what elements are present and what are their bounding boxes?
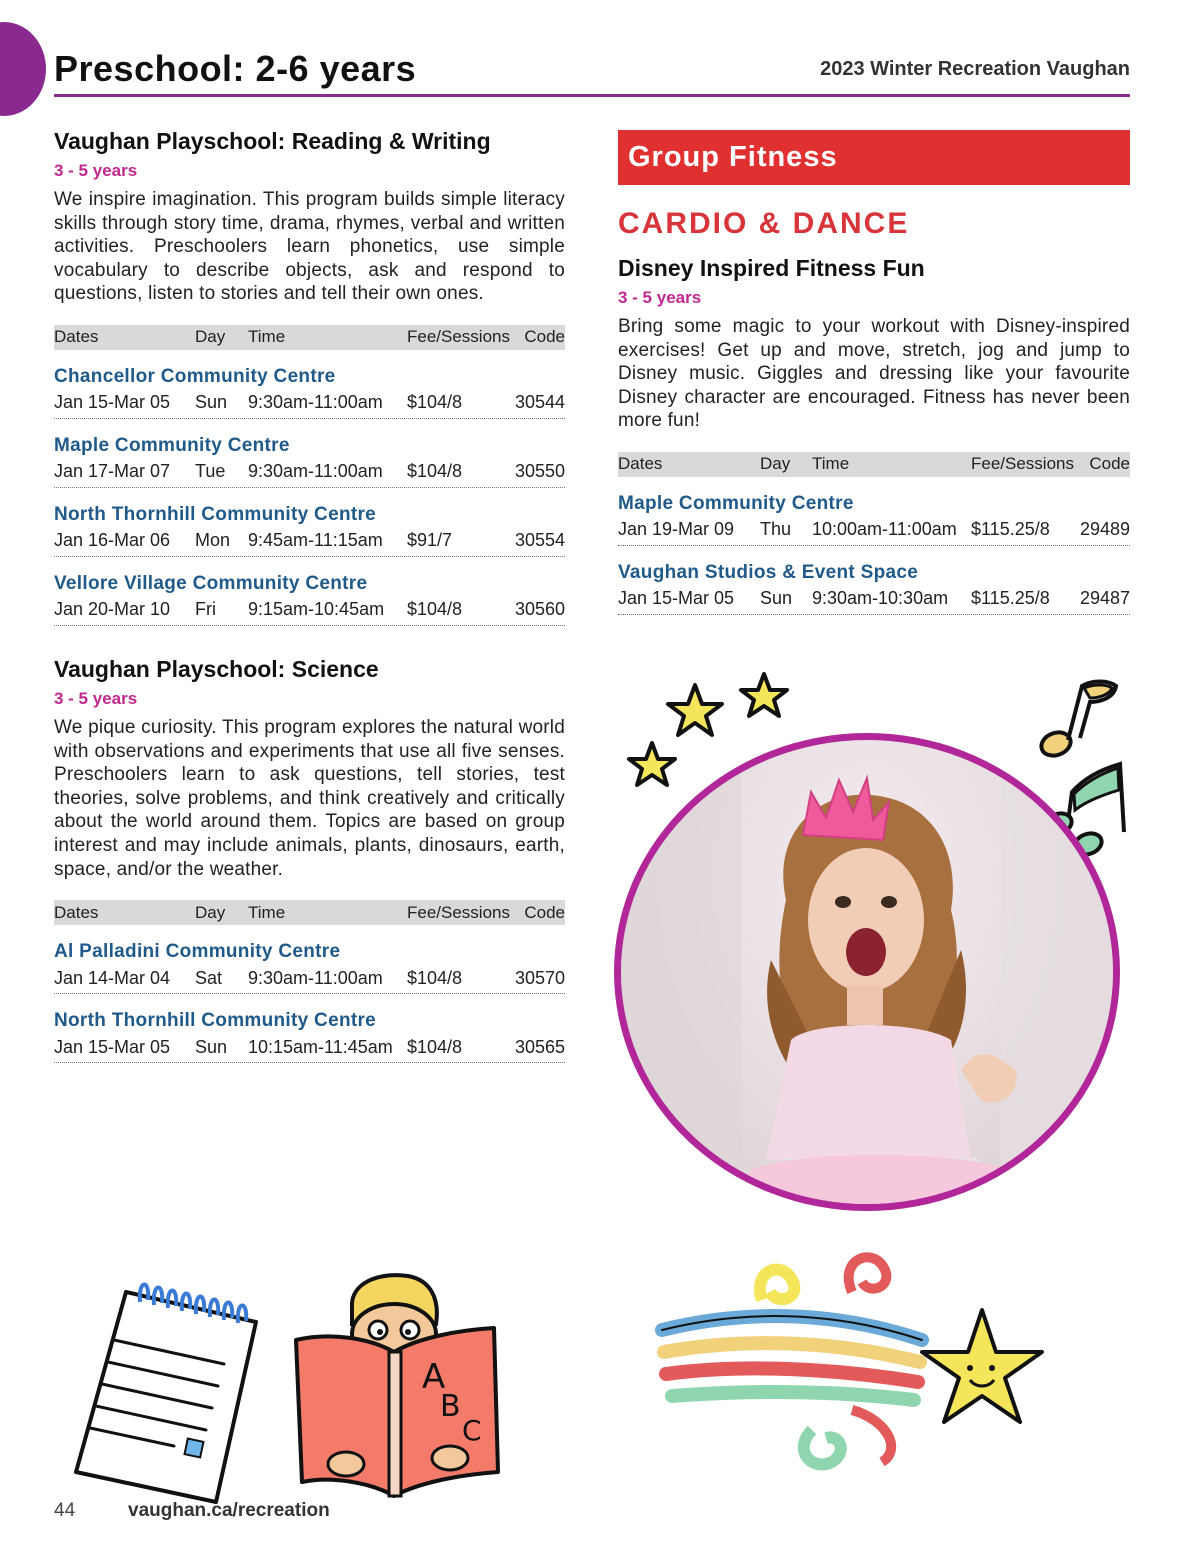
table-row	[54, 457, 565, 488]
header-dates: Dates	[618, 454, 663, 474]
session-dates: Jan 15-Mar 05	[618, 588, 735, 609]
table-row	[54, 526, 565, 557]
header-day: Day	[195, 327, 226, 347]
session-code: 29487	[1079, 588, 1130, 609]
program-description: We pique curiosity. This program explores the natural world with observations and experiments that use all five senses. Preschoolers learn to ask questions, tell stories, test theories, solve problems, and think creatively and critically about the world around them. Topics are based on group interest and may include animals, plants, dinosaurs, earth, space, and/or the weather.	[54, 716, 565, 880]
footer-url: vaughan.ca/recreation	[128, 1500, 330, 1521]
header-time: Time	[812, 454, 850, 474]
session-dates: Jan 17-Mar 07	[54, 461, 171, 482]
session-fee: $104/8	[407, 1036, 463, 1057]
notepad-illustration	[66, 1262, 266, 1512]
session-day: Mon	[195, 530, 231, 551]
star-icon	[741, 674, 787, 716]
session-day: Fri	[195, 599, 216, 620]
session-time: 9:30am-11:00am	[248, 392, 383, 413]
section-tab-marker	[0, 22, 46, 116]
header-code: Code	[1089, 454, 1130, 474]
dress-shape	[766, 1025, 971, 1160]
reading-boy-illustration	[290, 1268, 510, 1498]
program-description: We inspire imagination. This program builds simple literacy skills through story time, drama, rhymes, verbal and written activities. Preschoolers learn phonetics, use simple vocabulary to describe objects, ask and respond to questions, listen to stories and tell their own ones.	[54, 189, 565, 305]
session-dates: Jan 16-Mar 06	[54, 530, 171, 551]
header-divider	[54, 94, 1130, 97]
session-code: 30544	[514, 392, 565, 413]
location-name: Maple Community Centre	[618, 492, 854, 514]
category-heading: CARDIO & DANCE	[618, 207, 910, 240]
session-time: 9:45am-11:15am	[248, 530, 383, 551]
location-name: Maple Community Centre	[54, 434, 290, 456]
program-title: Vaughan Playschool: Reading & Writing	[54, 128, 491, 154]
session-code: 30550	[514, 461, 565, 482]
header-code: Code	[524, 902, 565, 922]
table-row	[54, 963, 565, 994]
session-dates: Jan 20-Mar 10	[54, 599, 171, 620]
schedule-table-header	[54, 325, 565, 350]
session-code: 30554	[514, 530, 565, 551]
session-time: 9:30am-10:30am	[812, 588, 949, 609]
age-range: 3 - 5 years	[54, 688, 138, 708]
session-dates: Jan 15-Mar 05	[54, 392, 171, 413]
star-icon	[922, 1310, 1042, 1422]
session-fee: $91/7	[407, 530, 453, 551]
header-dates: Dates	[54, 327, 99, 347]
location-name: Al Palladini Community Centre	[54, 941, 341, 963]
session-fee: $104/8	[407, 967, 463, 988]
session-time: 9:30am-11:00am	[248, 461, 383, 482]
header-fee: Fee/Sessions	[407, 327, 510, 347]
program-title: Vaughan Playschool: Science	[54, 655, 379, 682]
age-range: 3 - 5 years	[54, 161, 138, 180]
session-time: 9:30am-11:00am	[248, 967, 383, 988]
session-code: 30565	[514, 1036, 565, 1057]
session-time: 9:15am-10:45am	[248, 599, 385, 620]
session-day: Tue	[195, 461, 226, 482]
session-dates: Jan 19-Mar 09	[618, 519, 735, 540]
program-science	[54, 656, 565, 1063]
session-day: Sun	[195, 1036, 228, 1057]
schedule-table-header	[54, 900, 565, 925]
session-time: 10:00am-11:00am	[812, 519, 957, 540]
header-day: Day	[195, 902, 226, 922]
table-row	[54, 595, 565, 626]
book-letter-c: C	[462, 1414, 482, 1447]
session-fee: $115.25/8	[971, 588, 1050, 609]
session-time: 10:15am-11:45am	[248, 1036, 393, 1057]
header-time: Time	[248, 902, 286, 922]
location-name: Vellore Village Community Centre	[54, 572, 368, 594]
session-fee: $104/8	[407, 599, 463, 620]
book-letter-b: B	[440, 1389, 461, 1424]
star-icon	[668, 685, 722, 735]
girl-illustration	[621, 740, 1113, 1204]
program-description: Bring some magic to your workout with Disney-inspired exercises! Get up and move, stretch, jog and jump to Disney music. Giggles and dressing like your favourite Disney character are encouraged. Fitness has never been more fun!	[618, 316, 1130, 432]
location-name: North Thornhill Community Centre	[54, 1010, 377, 1032]
session-fee: $104/8	[407, 392, 463, 413]
session-dates: Jan 15-Mar 05	[54, 1036, 171, 1057]
girl-photo	[614, 733, 1120, 1211]
session-day: Sun	[760, 588, 793, 609]
table-row	[618, 584, 1130, 615]
program-reading-writing	[54, 128, 565, 626]
header-fee: Fee/Sessions	[407, 902, 510, 922]
table-row	[618, 515, 1130, 546]
page-title: Preschool: 2-6 years	[54, 48, 417, 89]
header-day: Day	[760, 454, 791, 474]
right-column	[618, 130, 1130, 615]
age-range: 3 - 5 years	[618, 288, 702, 307]
header-time: Time	[248, 327, 286, 347]
header-code: Code	[524, 327, 565, 347]
shooting-star-illustration	[652, 1240, 1062, 1480]
left-column	[54, 128, 565, 1063]
session-day: Sun	[195, 392, 228, 413]
table-row	[54, 388, 565, 419]
session-fee: $115.25/8	[971, 519, 1050, 540]
program-title: Disney Inspired Fitness Fun	[618, 255, 925, 281]
session-code: 29489	[1079, 519, 1130, 540]
open-mouth	[846, 928, 886, 976]
location-name: Vaughan Studios & Event Space	[618, 561, 919, 583]
session-code: 30560	[514, 599, 565, 620]
session-fee: $104/8	[407, 461, 463, 482]
session-dates: Jan 14-Mar 04	[54, 967, 171, 988]
publication-title: 2023 Winter Recreation Vaughan	[820, 58, 1130, 80]
schedule-table-header	[618, 452, 1130, 477]
group-fitness-banner: Group Fitness	[618, 130, 1130, 185]
session-day: Sat	[195, 967, 223, 988]
location-name: North Thornhill Community Centre	[54, 503, 377, 525]
table-row	[54, 1032, 565, 1063]
session-code: 30570	[514, 967, 565, 988]
page-number: 44	[54, 1500, 76, 1521]
location-name: Chancellor Community Centre	[54, 365, 336, 387]
header-dates: Dates	[54, 902, 99, 922]
header-fee: Fee/Sessions	[971, 454, 1074, 474]
session-day: Thu	[760, 519, 792, 540]
book-letter-a: A	[422, 1357, 446, 1397]
